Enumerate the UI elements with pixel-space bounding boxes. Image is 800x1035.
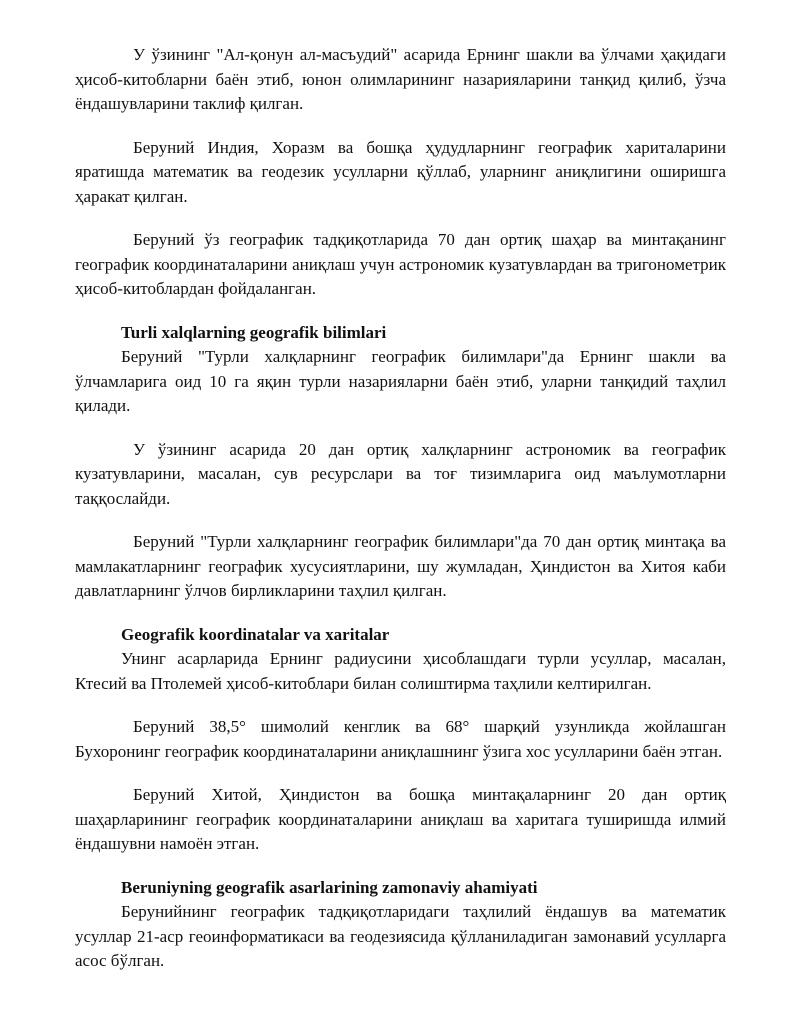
paragraph-regions-70: Беруний "Турли халқларнинг географик билимлари"да 70 дан ортиқ минтақа ва мамлакатларнинг географик хусусиятларини, шу жумладан, Ҳиндистон ва Хитоя каби давлатларнинг ўлчов бирликларини таҳлил қилган. xyxy=(75,532,726,600)
paragraph-earth-theories: Беруний "Турли халқларнинг географик билимлари"да Ернинг шакли ва ўлчамларига оид 10 га яқин турли назарияларни баён этиб, уларни танқидий таҳлил қилади. xyxy=(75,347,726,415)
paragraph-modern-significance: Берунийнинг географик тадқиқотларидаги таҳлилий ёндашув ва математик усуллар 21-аср геоинформатикаси ва геодезиясида қўлланиладиган замонавий усулларга асос бўлган. xyxy=(75,902,726,970)
section-heading-turli-xalqlar: Turli xalqlarning geografik bilimlari xyxy=(121,322,387,342)
section-heading-zamonaviy-ahamiyati: Beruniyning geografik asarlarining zamonaviy ahamiyati xyxy=(121,877,538,897)
paragraph-cities-20: Беруний Хитой, Ҳиндистон ва бошқа минтақаларнинг 20 дан ортиқ шаҳарларининг географик координаталарини аниқлаш ва харитага туширишда илмий ёндашувни намоён этган. xyxy=(75,785,726,853)
document-page xyxy=(75,43,726,974)
paragraph-maps: Беруний Индия, Хоразм ва бошқа ҳудудларнинг географик хариталарини яратишда математик ва геодезик усулларни қўллаб, уларнинг аниқлигини оширишга ҳаракат қилган. xyxy=(75,137,726,206)
paragraph-peoples-observations: У ўзининг асарида 20 дан ортиқ халқларнинг астрономик ва географик кузатувларини, масалан, сув ресурслари ва тоғ тизимларига оид маълумотларни таққослайди. xyxy=(75,439,726,508)
paragraph-coordinates-70: Беруний ўз географик тадқиқотларида 70 дан ортиқ шаҳар ва минтақанинг географик координаталарини аниқлаш учун астрономик кузатувлардан ва тригонометрик ҳисоб-китоблардан фойдаланган. xyxy=(75,230,726,298)
section-heading-koordinatalar: Geografik koordinatalar va xaritalar xyxy=(121,624,390,644)
paragraph-earth-radius: Унинг асарларида Ернинг радиусини ҳисоблашдаги турли усуллар, масалан, Ктесий ва Птолемей ҳисоб-китоблари билан солиштирма таҳлили келтирилган. xyxy=(75,649,726,693)
paragraph-al-qonun: У ўзининг "Ал-қонун ал-масъудий" асарида Ернинг шакли ва ўлчами ҳақидаги ҳисоб-китобларни баён этиб, юнон олимларининг назарияларини танқид қилиб, ўзча ёндашувларини таклиф қилган. xyxy=(75,45,726,113)
paragraph-bukhara: Беруний 38,5° шимолий кенглик ва 68° шарқий узунликда жойлашган Бухоронинг географик координаталарини аниқлашнинг ўзига хос усулларини баён этган. xyxy=(75,717,726,761)
